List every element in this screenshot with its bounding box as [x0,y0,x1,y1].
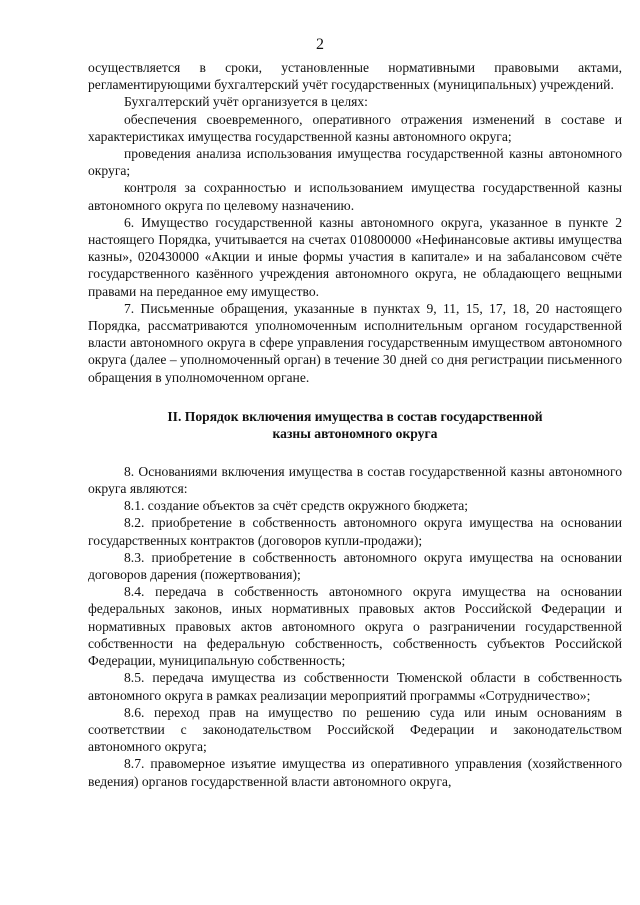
paragraph-item-8-5: 8.5. передача имущества из собственности Тюменской области в собственность автономного округа в рамках реализации мероприятий программы «Сотрудничество»; [88,670,622,703]
page-number: 2 [316,36,324,53]
paragraph-item-8-1: 8.1. создание объектов за счёт средств окружного бюджета; [124,498,469,514]
document-body [88,59,622,790]
paragraph-item-8-2: 8.2. приобретение в собственность автономного округа имущества на основании государственных контрактов (договоров купли-продажи); [88,515,622,548]
paragraph-item-8-7: 8.7. правомерное изъятие имущества из оперативного управления (хозяйственного ведения) органов государственной власти автономного округа, [88,756,622,789]
paragraph-item-8: 8. Основаниями включения имущества в состав государственной казны автономного округа являются: [88,463,622,497]
paragraph-item-8-4: 8.4. передача в собственность автономного округа имущества на основании федеральных законов, иных нормативных правовых актов Российской Федерации и нормативных правовых актов автономного округа о разграничении государственной собственности на федеральную собственность, собственность субъектов Российской Федерации, муниципальную собственность; [88,584,622,669]
section-heading [88,408,622,443]
paragraph-goal-reflection: обеспечения своевременного, оперативного отражения изменений в составе и характеристиках имущества государственной казны автономного округа; [88,111,622,144]
paragraph-goal-control: контроля за сохранностью и использованием имущества государственной казны автономного округа по целевому назначению. [88,180,622,213]
paragraph-goal-analysis: проведения анализа использования имущества государственной казны автономного округа; [88,146,622,179]
section-heading-line-2: казны автономного округа [272,426,438,442]
paragraph-item-7: 7. Письменные обращения, указанные в пунктах 9, 11, 15, 17, 18, 20 настоящего Порядка, рассматриваются уполномоченным исполнительным органом государственной власти автономного округа в сфере управления государственным имуществом автономного округа (далее – уполномоченный орган) в течение 30 дней со дня регистрации письменного обращения в уполномоченном органе. [88,300,622,385]
paragraph-item-6: 6. Имущество государственной казны автономного округа, указанное в пункте 2 настоящего Порядка, учитывается на счетах 010800000 «Нефинансовые активы имущества казны», 020430000 «Акции и иные формы участия в капитале» и на забалансовом счёте государственного казённого учреждения автономного округа, не обладающего вещными правами на переданное ему имущество. [88,214,622,299]
section-heading-line-1: II. Порядок включения имущества в состав государственной [167,408,543,424]
paragraph-accounting-goals: Бухгалтерский учёт организуется в целях: [124,94,368,110]
paragraph-item-8-3: 8.3. приобретение в собственность автономного округа имущества на основании договоров дарения (пожертвования); [88,549,622,583]
paragraph-item-8-6: 8.6. переход прав на имущество по решению суда или иным основаниям в соответствии с законодательством Российской Федерации и законодательством автономного округа; [88,704,622,755]
paragraph-continuation: осуществляется в сроки, установленные нормативными правовыми актами, регламентирующими бухгалтерский учёт государственных (муниципальных) учреждений. [88,60,622,93]
